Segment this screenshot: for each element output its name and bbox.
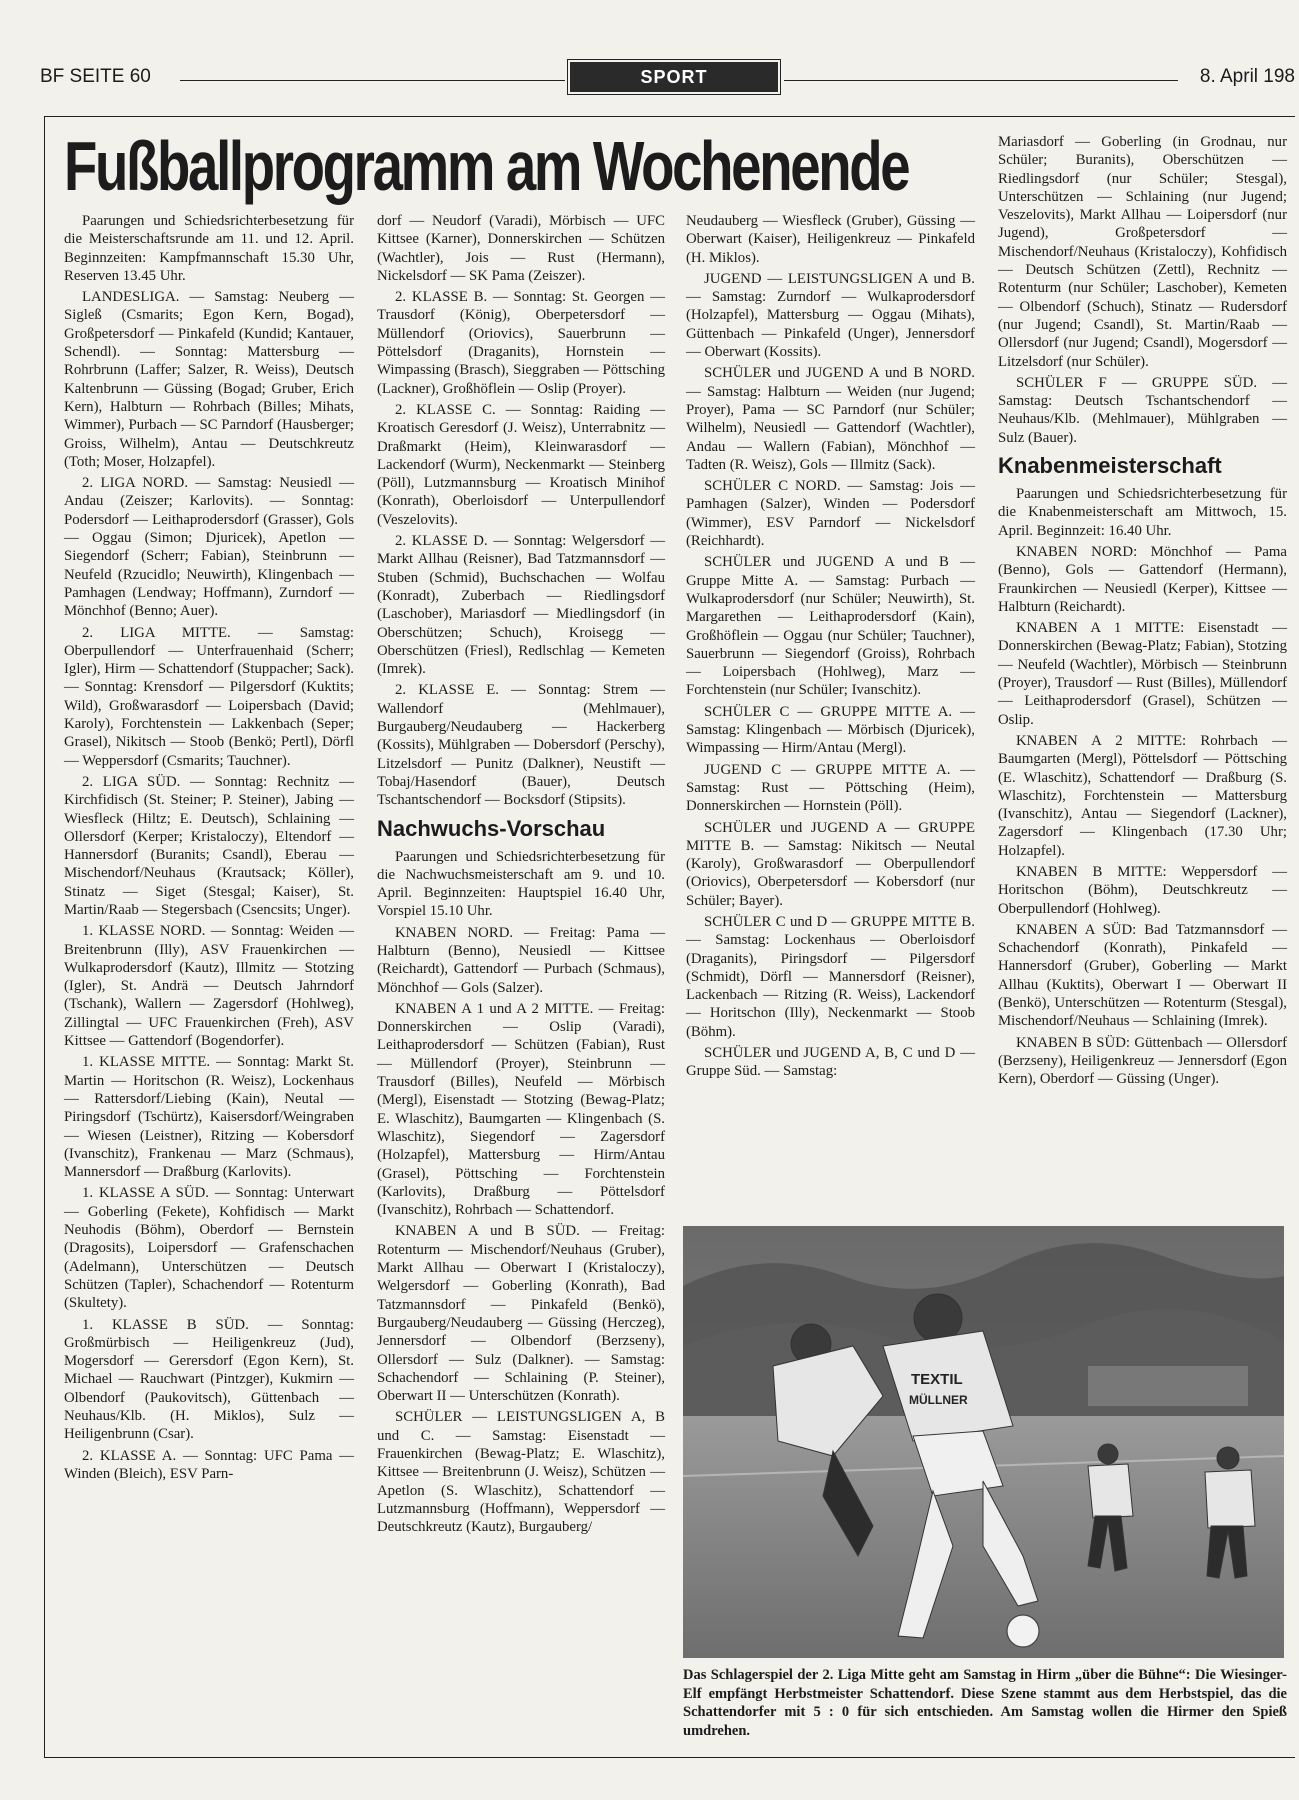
paragraph: dorf — Neudorf (Varadi), Mörbisch — UFC Kittsee (Karner), Donnerskirchen — Schützen (Wachtler), Jois — Rust (Hermann), Nickelsdorf — SK Pama (Zeiszer).	[377, 213, 665, 284]
section-heading-nachwuchs: Nachwuchs-Vorschau	[377, 815, 606, 841]
paragraph: SCHÜLER C und D — GRUPPE MITTE B. — Samstag: Lockenhaus — Oberloisdorf (Draganits), Piringsdorf — Pilgersdorf (Schmidt), Dörfl — Mannersdorf (Reisner), Lackenbach — Ritzing (R. Weiss), Lackendorf — Horitschon (Illy), Neckenmarkt — Stoob (Böhm).	[686, 913, 975, 1040]
paragraph: SCHÜLER — LEISTUNGSLIGEN A, B und C. — Samstag: Eisenstadt — Frauenkirchen (Bewag-Platz; E. Wlaschitz), Kittsee — Breitenbrunn (J. Weisz), Schützen — Apetlon (S. Wlaschitz), Schattendorf — Lutzmannsburg (Hoffmann), Weppersdorf — Deutschkreutz (Kautz), Burgauberg/	[377, 1409, 665, 1536]
jersey-text-1: TEXTIL	[911, 1371, 963, 1388]
paragraph: 2. KLASSE C. — Sonntag: Raiding — Kroatisch Geresdorf (J. Weisz), Unterrabnitz — Draßmarkt (Heim), Kleinwarasdorf — Lackendorf (Wurm), Neckenmarkt — Steinberg (Pöll), Lutzmannsburg — Kroatisch Minihof (Konrath), Oberloisdorf — Unterpullendorf (Veszelovits).	[377, 401, 665, 528]
column-3	[686, 212, 975, 1084]
column-1	[64, 212, 354, 1486]
photo-caption: Das Schlagerspiel der 2. Liga Mitte geht am Samstag in Hirm „über die Bühne“: Die Wiesinger-Elf empfängt Herbstmeister Schattendorf. Diese Szene stammt aus dem Herbstspiel, das die Schattendorfer mit 5 : 0 für sich entschieden. Am Samstag wollen die Hirmer den Spieß umdrehen.	[683, 1667, 1287, 1739]
page-number: BF SEITE 60	[40, 66, 151, 87]
paragraph: 2. KLASSE D. — Sonntag: Welgersdorf — Markt Allhau (Reisner), Bad Tatzmannsdorf — Stuben (Schmid), Buchschachen — Wolfau (Konradt), Zuberbach — Riedlingsdorf (Laschober), Mariasdorf — Miedlingsdorf (in Oberschützen; Schuch), Kroisegg — Oberschützen (Friesl), Redlschlag — Kemeten (Imrek).	[377, 533, 665, 678]
paragraph: 2. LIGA SÜD. — Sonntag: Rechnitz — Kirchfidisch (St. Steiner; P. Steiner), Jabing — Wiesfleck (Hiltz; E. Deutsch), Schlaining — Ollersdorf (Kerper; Kristaloczy), Eltendorf — Hannersdorf (Buranits; Csandl), Eberau — Mischendorf/Neuhaus (Krautsack; Köller), Stinatz — Siget (Stesgal; Kaiser), St. Martin/Raab — Stegersbach (Csencsits; Unger).	[64, 773, 354, 918]
page-title: Fußballprogramm am Wochenende	[64, 127, 909, 205]
issue-date: 8. April 198	[1199, 66, 1295, 87]
header-rule-left	[180, 80, 565, 81]
header-rule-right	[784, 80, 1178, 81]
paragraph: JUGEND — LEISTUNGSLIGEN A und B. — Samstag: Zurndorf — Wulkaprodersdorf (Holzapfel), Mattersburg — Oggau (Mihats), Güttenbach — Pinkafeld (Unger), Jennersdorf — Oberwart (Kossits).	[686, 270, 975, 361]
paragraph: SCHÜLER C — GRUPPE MITTE A. — Samstag: Klingenbach — Mörbisch (Djuricek), Wimpassing — Hirm/Antau (Mergl).	[686, 703, 975, 757]
paragraph: 2. LIGA MITTE. — Samstag: Oberpullendorf — Unterfrauenhaid (Scherr; Igler), Hirm — Schattendorf (Stuppacher; Sack). — Sonntag: Krensdorf — Pilgersdorf (Kuktits; Wild), Großwarasdorf — Loipersbach (David; Karoly), Forchtenstein — Lakkenbach (Seper; Grasel), Nikitsch — Stoob (Benkö; Pertl), Dörfl — Weppersdorf (Csmarits; Tauchner).	[64, 624, 354, 769]
paragraph: Paarungen und Schiedsrichterbesetzung für die Knabenmeisterschaft am Mittwoch, 15. April. Beginnzeit: 16.40 Uhr.	[998, 486, 1287, 539]
paragraph: SCHÜLER und JUGEND A und B — Gruppe Mitte A. — Samstag: Purbach — Wulkaprodersdorf (nur Schüler; Neuwirth), St. Margarethen — Leithaprodersdorf (Kain), Großhöflein — Oggau (nur Schüler; Tauchner), Sauerbrunn — Siegendorf (Groiss), Rohrbach — Loipersbach (Hohlweg), Marz — Forchtenstein (nur Schüler; Ivanschitz).	[686, 554, 975, 699]
section-label: SPORT	[570, 62, 778, 92]
paragraph: 2. KLASSE A. — Sonntag: UFC Pama — Winden (Bleich), ESV Parn-	[64, 1447, 354, 1482]
paragraph: SCHÜLER und JUGEND A, B, C und D — Gruppe Süd. — Samstag:	[686, 1045, 975, 1080]
paragraph: SCHÜLER C NORD. — Samstag: Jois — Pamhagen (Salzer), Winden — Podersdorf (Wimmer), ESV Parndorf — Nickelsdorf (Reichhardt).	[686, 478, 975, 550]
paragraph: Neudauberg — Wiesfleck (Gruber), Güssing — Oberwart (Kaiser), Heiligenkreuz — Pinkafeld (H. Miklos).	[686, 213, 975, 266]
paragraph: 2. KLASSE B. — Sonntag: St. Georgen — Trausdorf (König), Oberpetersdorf — Müllendorf (Oriovics), Sauerbrunn — Pöttelsdorf (Draganits), Hornstein — Wimpassing (Brasch), Sieggraben — Pöttsching (Lackner), Großhöflein — Oslip (Proyer).	[377, 289, 665, 397]
paragraph: 1. KLASSE NORD. — Sonntag: Weiden — Breitenbrunn (Illy), ASV Frauenkirchen — Wulkaprodersdorf (Kautz), Illmitz — Stotzing (Igler), St. Andrä — Deutsch Jahrndorf (Tschank), Wallern — Zagersdorf (Hohlweg), Zillingtal — UFC Frauenkirchen (Freh), ASV Kittsee — Gattendorf (Bogendorfer).	[64, 923, 354, 1050]
paragraph: SCHÜLER und JUGEND A — GRUPPE MITTE B. — Samstag: Nikitsch — Neutal (Karoly), Großwarasdorf — Oberpullendorf (Oriovics), Oberpetersdorf — Kobersdorf (nur Schüler; Bayer).	[686, 819, 975, 909]
paragraph: KNABEN A 1 und A 2 MITTE. — Freitag: Donnerskirchen — Oslip (Varadi), Leithaprodersdorf — Schützen (Fabian), Rust — Müllendorf (Proyer), Steinbrunn — Trausdorf (Billes), Neufeld — Mörbisch (Mergl), Eisenstadt — Stotzing (Bewag-Platz; E. Wlaschitz), Baumgarten — Klingenbach (S. Wlaschitz), Siegendorf — Zagersdorf (Holzapfel), Mattersburg — Hirm/Antau (Grasel), Pöttsching — Forchtenstein (Karlovits), Draßburg — Pöttelsdorf (Ivanschitz), Rohrbach — Schattendorf.	[377, 1000, 665, 1219]
paragraph: KNABEN NORD: Mönchhof — Pama (Benno), Gols — Gattendorf (Hermann), Fraunkirchen — Neusiedl (Kerper), Kittsee — Halbturn (Reichardt).	[998, 543, 1287, 615]
paragraph: 2. LIGA NORD. — Samstag: Neusiedl — Andau (Zeiszer; Karlovits). — Sonntag: Podersdorf — Leithaprodersdorf (Grasser), Gols — Oggau (Simon; Djuricek), Apetlon — Siegendorf (Scherr; Fabian), Steinbrunn — Neufeld (Rzucidlo; Neuwirth), Klingenbach — Pamhagen (Lendway; Hoffmann), Zurndorf — Mönchhof (Benno; Auer).	[64, 475, 354, 620]
paragraph: LANDESLIGA. — Samstag: Neuberg — Sigleß (Csmarits; Egon Kern, Bogad), Großpetersdorf — Pinkafeld (Kundid; Kantauer, Schendl). — Sonntag: Mattersburg — Rohrbrunn (Laffer; Salzer, R. Weiss), Deutsch Kaltenbrunn — Güssing (Bogad; Gruber, Erich Kern), Halbturn — Rohrbach (Billes; Mihats, Wimmer), Purbach — SC Parndorf (Hausberger; Groiss, Wilhelm), Antau — Deutschkreutz (Toth; Moser, Holzapfel).	[64, 289, 354, 470]
paragraph: KNABEN NORD. — Freitag: Pama — Halbturn (Benno), Neusiedl — Kittsee (Reichardt), Gattendorf — Purbach (Schmaus), Mönchhof — Gols (Salzer).	[377, 924, 665, 996]
photo-illustration	[683, 1226, 1284, 1658]
section-heading-knaben: Knabenmeisterschaft	[998, 453, 1222, 479]
jersey-text-2: MÜLLNER	[909, 1393, 968, 1407]
paragraph: Paarungen und Schiedsrichterbesetzung für die Nachwuchsmeisterschaft am 9. und 10. April. Beginnzeiten: Hauptspiel 16.40 Uhr, Vorspiel 15.10 Uhr.	[377, 848, 665, 920]
paragraph: 2. KLASSE E. — Sonntag: Strem — Wallendorf (Mehlmauer), Burgauberg/Neudauberg — Hackerberg (Kossits), Mühlgraben — Dobersdorf (Perschy), Litzelsdorf — Punitz (Dalkner), Neustift — Tobaj/Hasendorf (Bauer), Deutsch Tschantschendorf — Bocksdorf (Stipsits).	[377, 682, 665, 809]
paragraph: 1. KLASSE B SÜD. — Sonntag: Großmürbisch — Heiligenkreuz (Jud), Mogersdorf — Gerersdorf (Egon Kern), St. Michael — Rauchwart (Pintzger), Kukmirn — Olbendorf (Paukovitsch), Güttenbach — Neuhaus/Klb. (H. Miklos), Sulz — Heiligenbrunn (Csar).	[64, 1316, 354, 1443]
match-photo	[683, 1226, 1284, 1658]
paragraph: KNABEN A SÜD: Bad Tatzmannsdorf — Schachendorf (Konrath), Pinkafeld — Hannersdorf (Gruber), Goberling — Markt Allhau (Kuktits), Oberwart I — Oberwart II (Benkö), Unterschützen — Rotenturm (Stesgal), Mischendorf/Neuhaus — Schlaining (Imrek).	[998, 921, 1287, 1030]
paragraph: KNABEN B SÜD: Güttenbach — Ollersdorf (Berzseny), Heiligenkreuz — Jennersdorf (Egon Kern), Oberdorf — Güssing (Unger).	[998, 1034, 1287, 1088]
paragraph: SCHÜLER F — GRUPPE SÜD. — Samstag: Deutsch Tschantschendorf — Neuhaus/Klb. (Mehlmauer), Mühlgraben — Sulz (Bauer).	[998, 374, 1287, 446]
paragraph: KNABEN A 1 MITTE: Eisenstadt — Donnerskirchen (Bewag-Platz; Fabian), Stotzing — Neufeld (Wachtler), Mörbisch — Steinbrunn (Proyer), Trausdorf — Rust (Billes), Müllendorf — Leithaprodersdorf (Grasel), Schützen — Oslip.	[998, 620, 1287, 728]
paragraph: JUGEND C — GRUPPE MITTE A. — Samstag: Rust — Pöttsching (Heim), Donnerskirchen — Hornstein (Pöll).	[686, 761, 975, 815]
column-4	[998, 133, 1287, 1092]
paragraph: KNABEN A und B SÜD. — Freitag: Rotenturm — Mischendorf/Neuhaus (Gruber), Markt Allhau — Oberwart I (Kristaloczy), Welgersdorf — Goberling (Konrath), Bad Tatzmannsdorf — Pinkafeld (Benkö), Burgauberg/Neudauberg — Güssing (Herczeg), Jennersdorf — Olbendorf (Berzseny), Ollersdorf — Sulz (Dalkner). — Samstag: Schachendorf — Schlaining (P. Steiner), Oberwart II — Unterschützen (Konrath).	[377, 1223, 665, 1405]
paragraph: KNABEN A 2 MITTE: Rohrbach — Baumgarten (Mergl), Pöttelsdorf — Pöttsching (E. Wlaschitz), Schattendorf — Draßburg (S. Wlaschitz), Forchtenstein — Mattersburg (Ivanschitz), Antau — Siegendorf (Lackner), Zagersdorf — Klingenbach (17.30 Uhr; Holzapfel).	[998, 732, 1287, 859]
paragraph: Paarungen und Schiedsrichterbesetzung für die Meisterschaftsrunde am 11. und 12. April. Beginnzeiten: Kampfmannschaft 15.30 Uhr, Reserven 13.45 Uhr.	[64, 213, 354, 284]
paragraph: SCHÜLER und JUGEND A und B NORD. — Samstag: Halbturn — Weiden (nur Jugend; Proyer), Pama — SC Parndorf (nur Schüler; Wilhelm), Neusiedl — Gattendorf (Wachtler), Andau — Wallern (Fabian), Mönchhof — Tadten (R. Weisz), Gols — Illmitz (Sack).	[686, 365, 975, 473]
column-2	[377, 212, 665, 1539]
paragraph: 1. KLASSE MITTE. — Sonntag: Markt St. Martin — Horitschon (R. Weisz), Lockenhaus — Rattersdorf/Liebing (Kain), Neutal — Piringsdorf (Tschürtz), Kaisersdorf/Weingraben — Wiesen (Leistner), Ritzing — Kobersdorf (Ivanschitz), Frankenau — Marz (Schmaus), Mannersdorf — Draßburg (Karlovits).	[64, 1054, 354, 1181]
paragraph: Mariasdorf — Goberling (in Grodnau, nur Schüler; Buranits), Oberschützen — Riedlingsdorf (nur Schüler; Stesgal), Unterschützen — Schlaining (nur Jugend; Veszelovits), Markt Allhau — Loipersdorf (nur Jugend), Großpetersdorf — Mischendorf/Neuhaus (Kristaloczy), Kohfidisch — Deutsch Schützen (Zettl), Rechnitz — Rotenturm (nur Schüler; Laschober), Kemeten — Olbendorf (Schuch), Stinatz — Rudersdorf (nur Jugend; Csandl), St. Martin/Raab — Ollersdorf (nur Jugend; Csandl), Mogersdorf — Litzelsdorf (nur Schüler).	[998, 134, 1287, 370]
paragraph: KNABEN B MITTE: Weppersdorf — Horitschon (Böhm), Deutschkreutz — Oberpullendorf (Hohlweg).	[998, 863, 1287, 917]
paragraph: 1. KLASSE A SÜD. — Sonntag: Unterwart — Goberling (Fekete), Kohfidisch — Markt Neuhodis (Böhm), Oberdorf — Bernstein (Dragosits), Loipersdorf — Grafenschachen (Adelmann), Unterschützen — Deutsch Schützen (Tapler), Schachendorf — Rotenturm (Skultety).	[64, 1185, 354, 1312]
